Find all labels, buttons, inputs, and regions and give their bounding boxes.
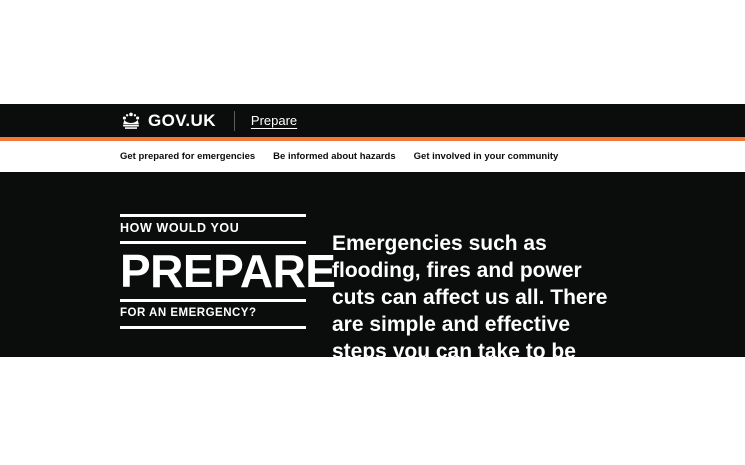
- govuk-logotype-text: GOV.UK: [148, 111, 216, 130]
- nav-item-be-informed[interactable]: Be informed about hazards: [273, 150, 396, 162]
- lockup-main-word: PREPARE: [120, 244, 336, 297]
- primary-navigation: [0, 141, 745, 172]
- header-inner: [120, 111, 297, 131]
- campaign-lockup: [120, 214, 336, 329]
- hero-inner: [120, 210, 640, 413]
- crown-icon: [120, 112, 142, 130]
- govuk-header: [0, 104, 745, 137]
- lockup-top-line: HOW WOULD YOU: [120, 221, 240, 235]
- hero-statement: Emergencies such as flooding, fires and power cuts can affect us all. There are simple and effective steps you can take to be more prepared.: [332, 232, 608, 390]
- lockup-rule-bottom: [120, 326, 306, 329]
- nav-item-get-prepared[interactable]: Get prepared for emergencies: [120, 150, 256, 162]
- header-divider: [234, 111, 235, 131]
- hero-banner: [0, 172, 745, 390]
- service-name-link[interactable]: Prepare: [250, 113, 298, 128]
- govuk-logo-link[interactable]: [120, 112, 216, 130]
- lockup-bottom-line: FOR AN EMERGENCY?: [120, 306, 257, 319]
- nav-item-get-involved[interactable]: Get involved in your community: [413, 150, 559, 162]
- nav-list: [120, 152, 558, 162]
